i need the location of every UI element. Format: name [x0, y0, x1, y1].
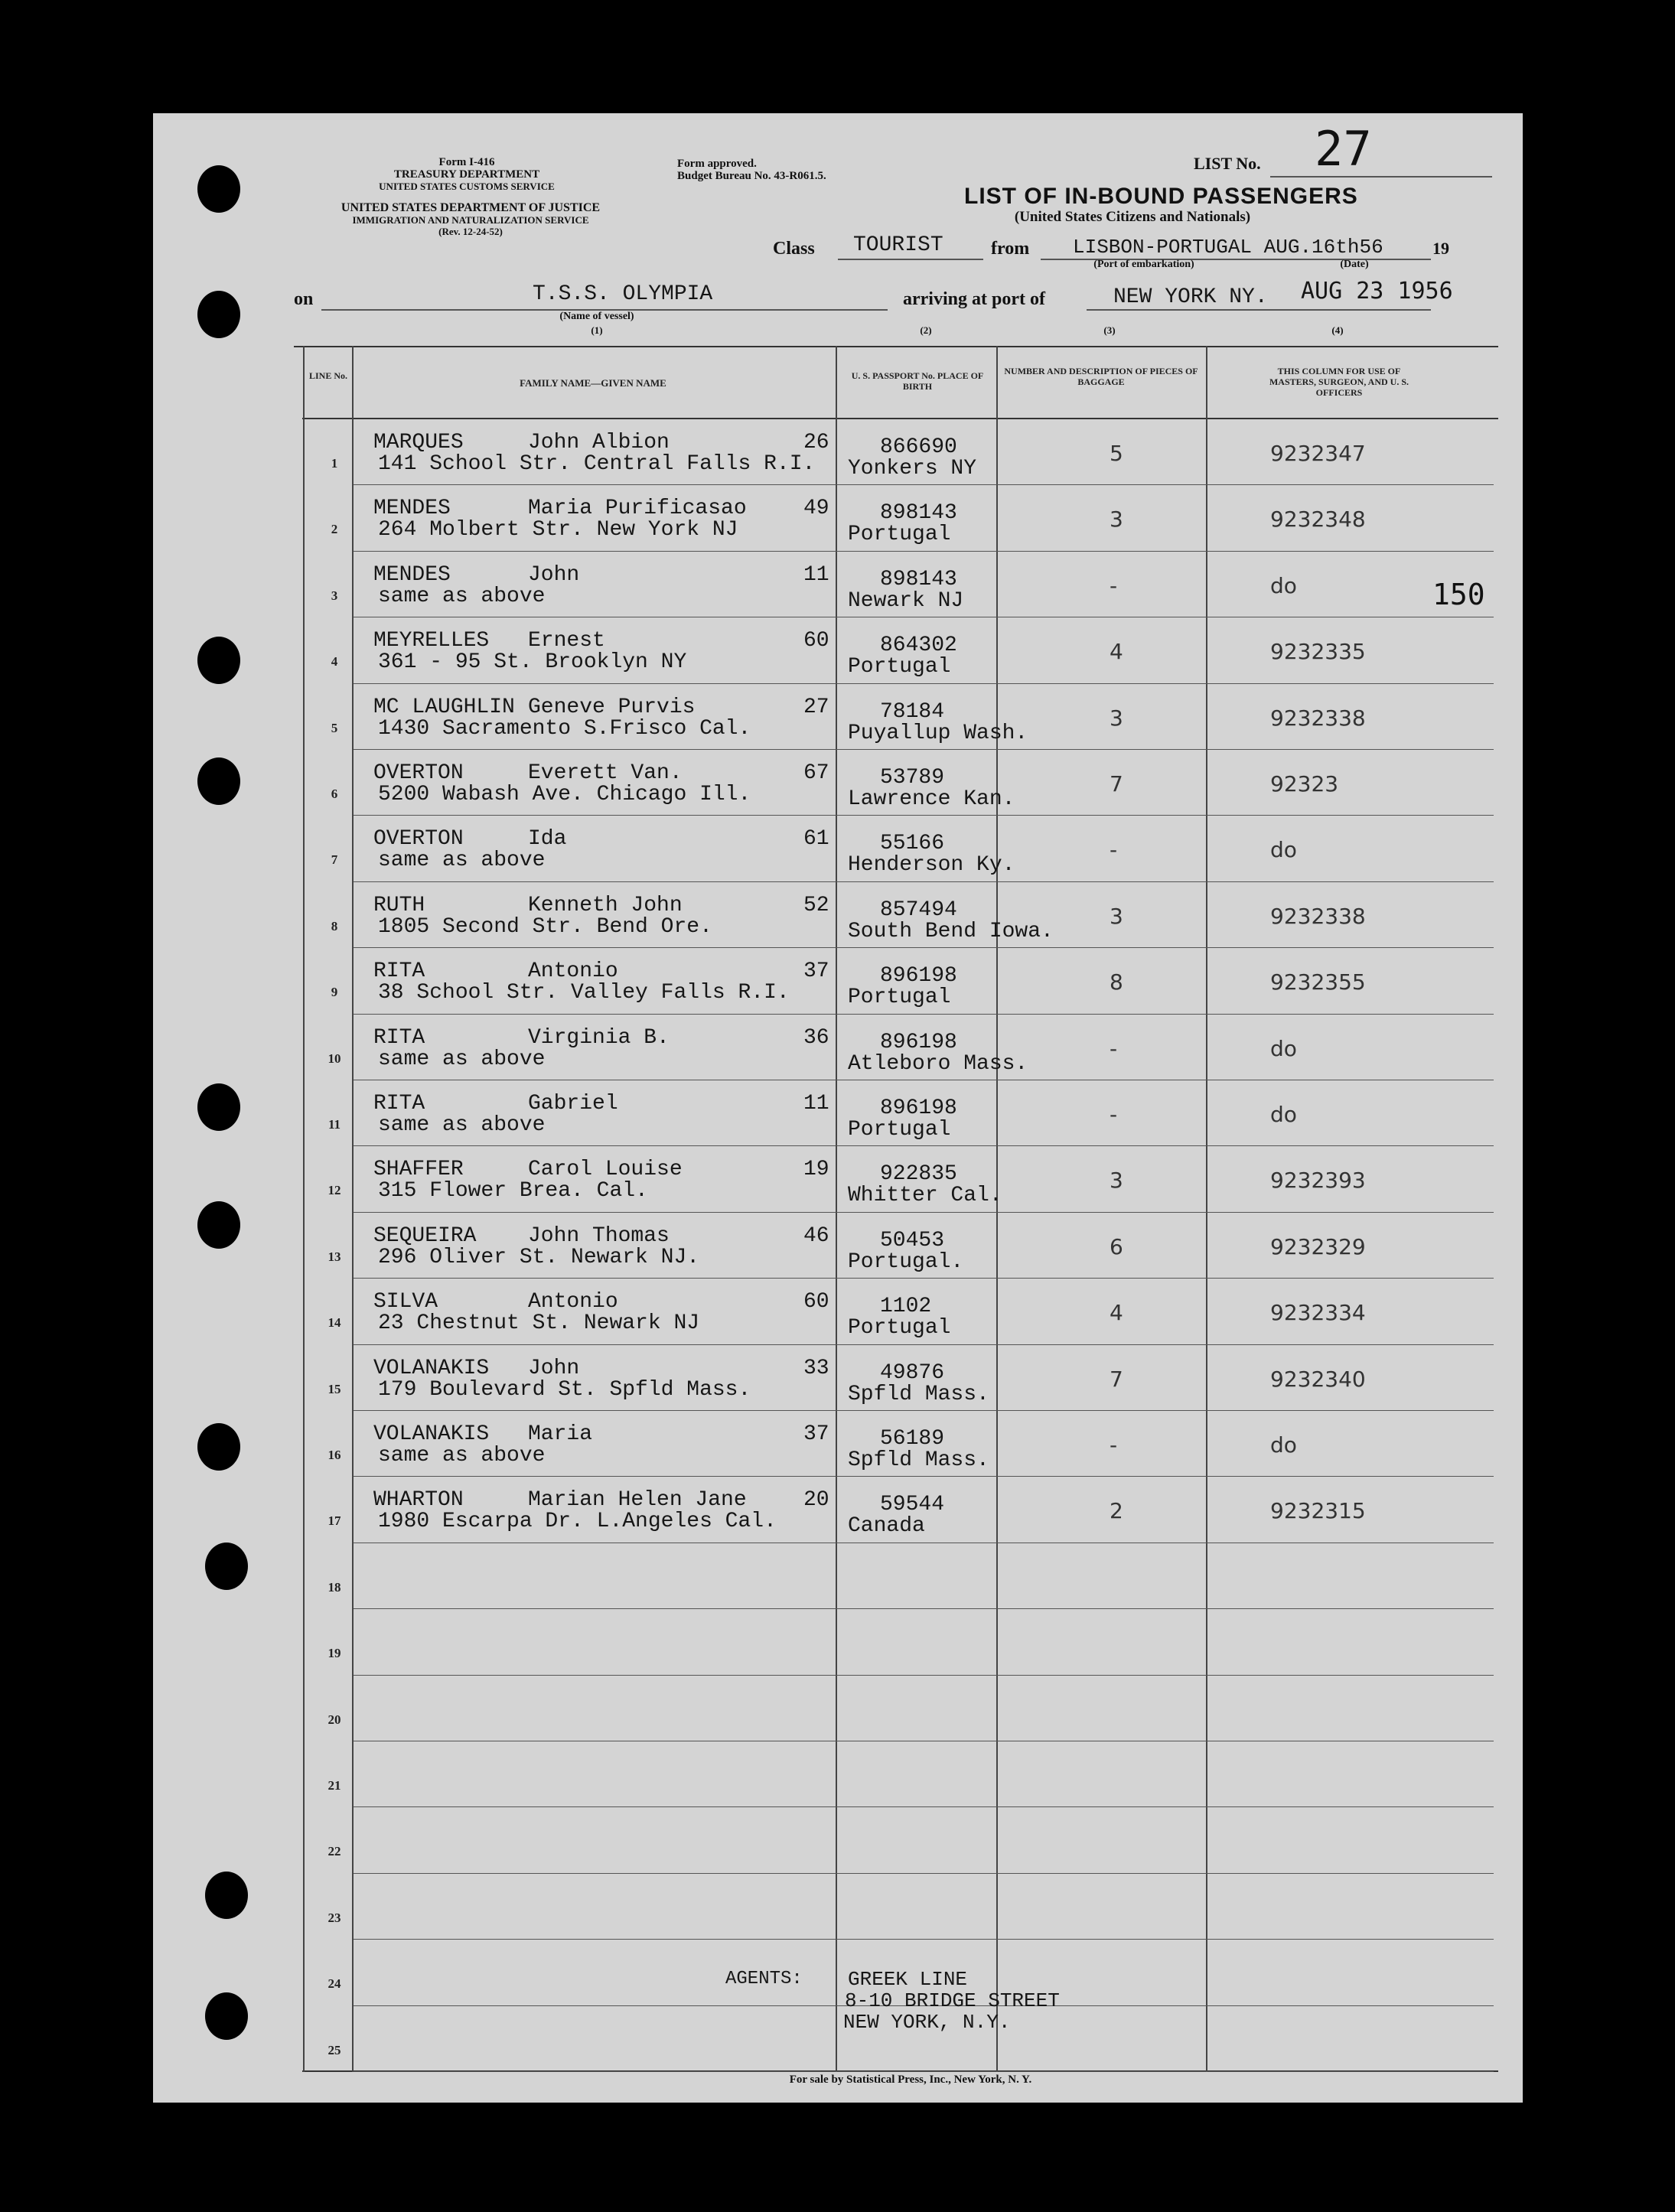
passenger-given-name: Virginia B. — [528, 1025, 670, 1050]
place-of-birth: Newark NJ — [848, 588, 964, 613]
passenger-given-name: Carol Louise — [528, 1158, 683, 1182]
list-no-label: LIST No. — [1194, 154, 1261, 173]
row-rule — [354, 1806, 1494, 1807]
passport-number: 898143 — [880, 567, 957, 591]
col-head-officers: THIS COLUMN FOR USE OF MASTERS, SURGEON, AND U. S. OFFICERS — [1269, 366, 1409, 398]
agents-line-2: 8-10 BRIDGE STREET — [845, 1989, 1060, 2012]
form-subtitle: (United States Citizens and Nationals) — [1014, 209, 1251, 225]
place-of-birth: Puyallup Wash. — [848, 721, 1028, 745]
line-number: 5 — [331, 720, 338, 735]
passport-number: 1102 — [880, 1295, 932, 1319]
place-of-birth: Whitter Cal. — [848, 1184, 1002, 1208]
passenger-age: 33 — [803, 1356, 829, 1380]
passenger-address: 296 Oliver St. Newark NJ. — [378, 1245, 700, 1269]
col-head-line: LINE No. — [308, 370, 347, 381]
line-number: 16 — [328, 1448, 341, 1462]
passport-number: 922835 — [880, 1162, 957, 1187]
passport-number: 896198 — [880, 1030, 957, 1054]
baggage-count: 8 — [1110, 969, 1123, 995]
passport-number: 898143 — [880, 501, 957, 526]
agents-line-1: GREEK LINE — [848, 1968, 968, 1991]
vessel-name: T.S.S. OLYMPIA — [533, 282, 713, 306]
row-rule — [354, 815, 1494, 816]
officer-number: do — [1270, 837, 1297, 863]
punch-hole — [197, 165, 240, 213]
punch-hole — [205, 1872, 248, 1919]
passenger-given-name: Antonio — [528, 959, 618, 984]
passenger-surname: SHAFFER — [373, 1158, 464, 1182]
row-rule — [354, 1278, 1494, 1279]
table-header-bottom — [302, 418, 1498, 419]
passenger-given-name: Geneve Purvis — [528, 695, 696, 719]
line-number: 24 — [328, 1976, 341, 1992]
port-caption: (Port of embarkation) — [1093, 259, 1194, 270]
passenger-given-name: Marian Helen Jane — [528, 1488, 747, 1513]
passenger-address: same as above — [378, 584, 546, 608]
side-number: 150 — [1432, 578, 1485, 611]
class-underline — [838, 259, 983, 260]
place-of-birth: Portugal — [848, 1316, 951, 1341]
on-label: on — [294, 289, 314, 309]
passenger-surname: VOLANAKIS — [373, 1422, 490, 1446]
line-number: 15 — [328, 1381, 341, 1396]
passenger-surname: OVERTON — [373, 761, 464, 785]
line-number: 10 — [328, 1051, 341, 1066]
place-of-birth: Spfld Mass. — [848, 1448, 989, 1472]
passenger-address: 5200 Wabash Ave. Chicago Ill. — [378, 783, 751, 806]
line-col-divider — [352, 346, 354, 2072]
passenger-surname: OVERTON — [373, 827, 464, 852]
passenger-surname: SEQUEIRA — [373, 1223, 477, 1248]
passenger-age: 26 — [803, 431, 829, 454]
punch-hole — [197, 1201, 240, 1249]
row-rule — [354, 1476, 1494, 1477]
passenger-age: 67 — [803, 761, 829, 785]
line-number: 14 — [328, 1315, 341, 1331]
passport-number: 49876 — [880, 1360, 945, 1385]
baggage-count: 7 — [1110, 1366, 1123, 1392]
baggage-count: 7 — [1110, 771, 1123, 797]
officer-number: 9232335 — [1270, 639, 1366, 665]
baggage-count: - — [1110, 572, 1118, 598]
officer-number: do — [1270, 1432, 1297, 1458]
passenger-age: 20 — [803, 1488, 829, 1513]
place-of-birth: Yonkers NY — [848, 457, 977, 481]
passenger-surname: MEYRELLES — [373, 629, 490, 653]
baggage-count: 3 — [1110, 1168, 1123, 1194]
officer-number: 9232338 — [1270, 903, 1366, 929]
baggage-count: - — [1110, 837, 1118, 863]
row-rule — [354, 484, 1494, 485]
punch-hole — [205, 1992, 248, 2040]
from-label: from — [991, 239, 1030, 259]
place-of-birth: Atleboro Mass. — [848, 1051, 1028, 1076]
officer-number: 9232340 — [1270, 1366, 1366, 1392]
baggage-count: 4 — [1110, 639, 1123, 665]
passenger-given-name: Everett Van. — [528, 761, 683, 785]
caption-3: (3) — [1103, 324, 1116, 336]
passport-number: 59544 — [880, 1493, 945, 1517]
passenger-address: 23 Chestnut St. Newark NJ — [378, 1311, 700, 1336]
row-rule — [354, 1014, 1494, 1015]
place-of-birth: Lawrence Kan. — [848, 787, 1015, 811]
passenger-age: 36 — [803, 1025, 829, 1050]
caption-4: (4) — [1331, 324, 1344, 336]
passport-number: 56189 — [880, 1427, 945, 1451]
passport-number: 896198 — [880, 1096, 957, 1120]
baggage-count: - — [1110, 1432, 1118, 1458]
passenger-surname: RITA — [373, 1092, 425, 1116]
passenger-given-name: Maria — [528, 1422, 593, 1446]
arrival-date-stamp: AUG 23 1956 — [1301, 278, 1453, 305]
passenger-age: 11 — [803, 562, 829, 587]
baggage-count: 3 — [1110, 507, 1123, 533]
passport-number: 55166 — [880, 832, 945, 856]
passenger-surname: MC LAUGHLIN — [373, 695, 515, 719]
row-rule — [354, 1410, 1494, 1411]
baggage-count: 3 — [1110, 903, 1123, 929]
passenger-address: 1980 Escarpa Dr. L.Angeles Cal. — [378, 1510, 777, 1534]
officer-number: do — [1270, 1035, 1297, 1061]
caption-2: (2) — [920, 324, 932, 336]
line-number: 19 — [328, 1646, 341, 1661]
passport-col-divider — [996, 346, 998, 2072]
passenger-address: 179 Boulevard St. Spfld Mass. — [378, 1377, 751, 1402]
passenger-address: 264 Molbert Str. New York NJ — [378, 518, 738, 542]
officer-number: 9232315 — [1270, 1498, 1366, 1524]
passenger-age: 61 — [803, 827, 829, 852]
punch-hole — [197, 637, 240, 684]
port-underline — [1087, 309, 1431, 311]
place-of-birth: Portugal. — [848, 1249, 964, 1274]
passport-number: 866690 — [880, 435, 957, 459]
passenger-given-name: Antonio — [528, 1290, 618, 1314]
budget-bureau: Budget Bureau No. 43-R061.5. — [677, 170, 826, 182]
treasury-department: TREASURY DEPARTMENT — [393, 168, 540, 181]
row-rule — [354, 947, 1494, 948]
officer-number: 9232329 — [1270, 1233, 1366, 1259]
class-label: Class — [773, 239, 815, 259]
passenger-age: 60 — [803, 629, 829, 653]
passenger-age: 49 — [803, 497, 829, 521]
officer-number: 9232348 — [1270, 507, 1366, 533]
form-approved: Form approved. — [677, 158, 757, 170]
baggage-count: 2 — [1110, 1498, 1123, 1524]
officer-number: 9232338 — [1270, 705, 1366, 731]
passenger-given-name: Maria Purificasao — [528, 497, 747, 521]
passenger-surname: MENDES — [373, 562, 451, 587]
customs-service: UNITED STATES CUSTOMS SERVICE — [379, 181, 555, 192]
arrival-port: NEW YORK NY. — [1113, 285, 1268, 309]
col-head-passport: U. S. PASSPORT No. PLACE OF BIRTH — [851, 370, 984, 392]
passenger-given-name: Ernest — [528, 629, 605, 653]
passenger-given-name: John Albion — [528, 431, 670, 454]
passenger-address: 1430 Sacramento S.Frisco Cal. — [378, 716, 751, 741]
baggage-count: 3 — [1110, 705, 1123, 731]
passport-number: 50453 — [880, 1228, 945, 1253]
place-of-birth: Portugal — [848, 655, 951, 679]
passport-number: 857494 — [880, 898, 957, 922]
punch-hole — [197, 1083, 240, 1131]
passport-number: 78184 — [880, 699, 945, 724]
naturalization-service: IMMIGRATION AND NATURALIZATION SERVICE — [352, 214, 589, 226]
line-number: 18 — [328, 1579, 341, 1595]
line-number: 6 — [331, 787, 338, 801]
line-number: 25 — [328, 2042, 341, 2057]
baggage-count: - — [1110, 1102, 1118, 1127]
row-rule — [354, 2071, 1494, 2072]
line-number: 9 — [331, 985, 338, 1000]
passenger-address: same as above — [378, 1444, 546, 1468]
punch-hole — [197, 757, 240, 805]
row-rule — [354, 881, 1494, 882]
baggage-count: 5 — [1110, 441, 1123, 466]
place-of-birth: Spfld Mass. — [848, 1382, 989, 1406]
place-of-birth: Canada — [848, 1514, 925, 1539]
place-of-birth: Portugal — [848, 523, 951, 547]
passenger-age: 27 — [803, 695, 829, 719]
line-number: 22 — [328, 1844, 341, 1859]
passenger-given-name: John Thomas — [528, 1223, 670, 1248]
passenger-surname: RUTH — [373, 893, 425, 917]
punch-hole — [205, 1543, 248, 1590]
line-number: 13 — [328, 1249, 341, 1264]
list-no-line — [1270, 176, 1492, 178]
line-number: 21 — [328, 1778, 341, 1793]
line-number: 8 — [331, 918, 338, 933]
line-number: 3 — [331, 588, 338, 603]
year-label: 19 — [1432, 239, 1449, 258]
row-rule — [354, 749, 1494, 750]
passenger-address: 38 School Str. Valley Falls R.I. — [378, 981, 790, 1005]
vessel-caption: (Name of vessel) — [559, 311, 634, 322]
passenger-given-name: Kenneth John — [528, 893, 683, 917]
row-rule — [354, 551, 1494, 552]
passport-number: 896198 — [880, 964, 957, 989]
date-caption: (Date) — [1340, 259, 1369, 270]
passenger-age: 11 — [803, 1092, 829, 1116]
passenger-age: 37 — [803, 959, 829, 984]
passenger-surname: MENDES — [373, 497, 451, 521]
list-number: 27 — [1315, 121, 1372, 177]
passenger-age: 46 — [803, 1223, 829, 1248]
officer-number: 92323 — [1270, 771, 1339, 797]
line-number: 12 — [328, 1183, 341, 1198]
officer-number: do — [1270, 572, 1297, 598]
passenger-given-name: Gabriel — [528, 1092, 618, 1116]
passenger-address: 361 - 95 St. Brooklyn NY — [378, 650, 687, 675]
place-of-birth: Portugal — [848, 985, 951, 1010]
place-of-birth: Henderson Ky. — [848, 853, 1015, 878]
row-rule — [354, 1873, 1494, 1874]
name-col-divider — [836, 346, 837, 2072]
table-left-border — [303, 346, 305, 2072]
passport-number: 864302 — [880, 634, 957, 658]
embarkation-port: LISBON-PORTUGAL AUG.16th56 — [1073, 236, 1383, 259]
passenger-address: 1805 Second Str. Bend Ore. — [378, 914, 712, 939]
form-title: LIST OF IN-BOUND PASSENGERS — [964, 184, 1358, 209]
passenger-surname: MARQUES — [373, 431, 464, 454]
passenger-age: 52 — [803, 893, 829, 917]
place-of-birth: Portugal — [848, 1118, 951, 1142]
officer-number: 9232347 — [1270, 441, 1366, 466]
passenger-surname: VOLANAKIS — [373, 1356, 490, 1380]
agents-line-3: NEW YORK, N.Y. — [843, 2011, 1011, 2034]
passenger-address: 141 School Str. Central Falls R.I. — [378, 452, 816, 476]
row-rule — [354, 1608, 1494, 1609]
line-number: 1 — [331, 456, 338, 471]
passenger-given-name: John — [528, 1356, 580, 1380]
officer-number: 9232393 — [1270, 1168, 1366, 1194]
caption-1: (1) — [591, 324, 603, 336]
form-revision: (Rev. 12-24-52) — [438, 226, 503, 237]
passenger-given-name: Ida — [528, 827, 567, 852]
form-number: Form I-416 — [438, 156, 495, 168]
baggage-count: 6 — [1110, 1233, 1123, 1259]
baggage-col-divider — [1206, 346, 1207, 2072]
class-value: TOURIST — [853, 233, 943, 257]
line-number: 2 — [331, 522, 338, 537]
row-rule — [354, 1675, 1494, 1676]
col-head-name: FAMILY NAME—GIVEN NAME — [520, 377, 666, 389]
passenger-age: 60 — [803, 1290, 829, 1314]
officer-number: 9232355 — [1270, 969, 1366, 995]
passenger-given-name: John — [528, 562, 580, 587]
manifest-page — [153, 113, 1523, 2103]
department-of-justice: UNITED STATES DEPARTMENT OF JUSTICE — [341, 201, 601, 214]
line-number: 7 — [331, 852, 338, 868]
row-rule — [354, 1939, 1494, 1940]
baggage-count: 4 — [1110, 1300, 1123, 1326]
passenger-age: 37 — [803, 1422, 829, 1446]
passenger-address: 315 Flower Brea. Cal. — [378, 1179, 648, 1204]
line-number: 11 — [328, 1117, 341, 1132]
passenger-surname: WHARTON — [373, 1488, 464, 1513]
punch-hole — [197, 291, 240, 338]
passenger-address: same as above — [378, 849, 546, 873]
passenger-surname: RITA — [373, 1025, 425, 1050]
line-number: 23 — [328, 1910, 341, 1925]
passport-number: 53789 — [880, 766, 945, 790]
baggage-count: - — [1110, 1035, 1118, 1061]
passenger-address: same as above — [378, 1047, 546, 1071]
row-rule — [354, 1145, 1494, 1146]
passenger-surname: RITA — [373, 959, 425, 984]
table-top-border — [294, 346, 1498, 347]
col-head-baggage: NUMBER AND DESCRIPTION OF PIECES OF BAGGAGE — [1004, 366, 1198, 387]
line-number: 4 — [331, 654, 338, 669]
passenger-age: 19 — [803, 1158, 829, 1182]
passenger-surname: SILVA — [373, 1290, 438, 1314]
place-of-birth: South Bend Iowa. — [848, 919, 1054, 943]
row-rule — [354, 683, 1494, 684]
officer-number: 9232334 — [1270, 1300, 1366, 1326]
line-number: 20 — [328, 1712, 341, 1727]
printer-footer: For sale by Statistical Press, Inc., New York, N. Y. — [789, 2074, 1032, 2086]
row-rule — [354, 1212, 1494, 1213]
row-rule — [354, 1344, 1494, 1345]
passenger-address: same as above — [378, 1113, 546, 1137]
officer-number: do — [1270, 1102, 1297, 1127]
line-number: 17 — [328, 1513, 341, 1529]
agents-label: AGENTS: — [725, 1969, 803, 1989]
punch-hole — [197, 1423, 240, 1471]
arriving-label: arriving at port of — [903, 289, 1045, 309]
